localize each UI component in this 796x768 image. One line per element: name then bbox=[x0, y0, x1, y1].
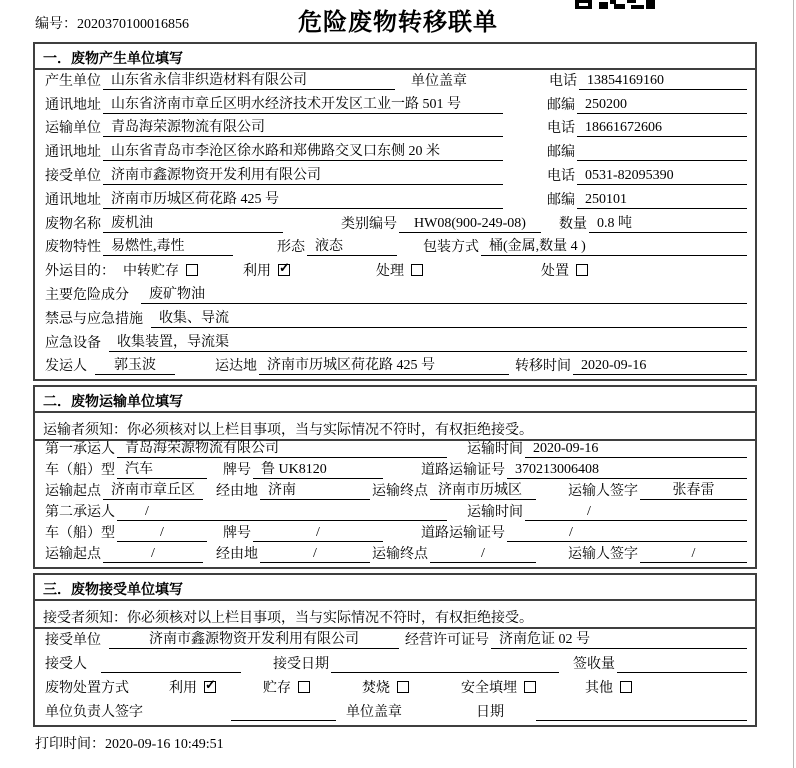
waste-name-label: 废物名称 bbox=[45, 216, 101, 232]
producer-zip-value: 250200 bbox=[577, 97, 747, 114]
end2-value: / bbox=[430, 546, 536, 563]
transport-time1-value: 2020-09-16 bbox=[525, 441, 747, 458]
first-carrier-label: 第一承运人 bbox=[45, 442, 115, 458]
producer-phone-label: 电话 bbox=[549, 73, 577, 89]
receiver-phone-label: 电话 bbox=[547, 168, 575, 184]
transporter-address-row bbox=[35, 141, 755, 165]
received-amount-value bbox=[617, 656, 747, 673]
transporter-unit-value: 青岛海荣源物流有限公司 bbox=[103, 116, 503, 137]
carrier-sign1-value: 张春雷 bbox=[640, 479, 747, 500]
producer-unit-label: 产生单位 bbox=[45, 73, 101, 89]
disposal-landfill-label: 安全填埋 bbox=[461, 681, 517, 697]
receiver-zip-value: 250101 bbox=[577, 192, 747, 209]
second-carrier-label: 第二承运人 bbox=[45, 505, 115, 521]
accepting-unit-value: 济南市鑫源物资开发利用有限公司 bbox=[109, 628, 399, 649]
receiver-notice-row bbox=[35, 601, 755, 629]
end1-value: 济南市历城区 bbox=[430, 479, 536, 500]
producer-address-row bbox=[35, 94, 755, 118]
via1-label: 经由地 bbox=[216, 484, 258, 500]
transfer-time-label: 转移时间 bbox=[515, 359, 571, 375]
license-value: 济南危证 02 号 bbox=[491, 628, 747, 649]
origin1-value: 济南市章丘区 bbox=[103, 479, 203, 500]
disposal-option-landfill bbox=[461, 677, 536, 697]
transporter-zip-value bbox=[577, 144, 747, 161]
transporter-unit-row bbox=[35, 118, 755, 142]
purpose-treat-label: 处理 bbox=[376, 264, 404, 280]
purpose-option-transfer-storage bbox=[123, 260, 198, 280]
license-label: 经营许可证号 bbox=[405, 633, 489, 649]
disposal-method-label: 废物处置方式 bbox=[45, 681, 129, 697]
serial-label: 编号： bbox=[35, 17, 77, 32]
transport-time2-label: 运输时间 bbox=[467, 505, 523, 521]
road-permit1-value: 370213006408 bbox=[507, 462, 747, 479]
acceptor-value bbox=[101, 656, 241, 673]
disposal-utilize-label: 利用 bbox=[169, 681, 197, 697]
producer-phone-value: 13854169160 bbox=[579, 73, 747, 90]
responsible-sign-value bbox=[231, 704, 336, 721]
disposal-storage-checkbox bbox=[298, 681, 310, 693]
via2-label: 经由地 bbox=[216, 547, 258, 563]
second-carrier-value: / bbox=[117, 504, 447, 521]
main-hazard-label: 主要危险成分 bbox=[45, 287, 129, 303]
section-transporter-header: 二．废物运输单位填写 bbox=[35, 387, 755, 413]
end2-label: 运输终点 bbox=[372, 547, 428, 563]
serial-number: 2020370100016856 bbox=[77, 17, 189, 32]
section-producer bbox=[33, 42, 757, 381]
receiver-seal-label: 单位盖章 bbox=[346, 705, 402, 721]
plate1-value: 鲁 UK8120 bbox=[253, 458, 383, 479]
vehicle-type2-value: / bbox=[117, 525, 207, 542]
waste-property-row bbox=[35, 237, 755, 261]
producer-unit-row bbox=[35, 70, 755, 94]
vehicle-type1-value: 汽车 bbox=[117, 458, 207, 479]
via2-value: / bbox=[260, 546, 370, 563]
emergency-measures-row bbox=[35, 308, 755, 332]
emergency-equipment-row bbox=[35, 332, 755, 356]
quantity-value: 0.8 吨 bbox=[589, 212, 747, 233]
receiver-address-label: 通讯地址 bbox=[45, 192, 101, 208]
shipper-label: 发运人 bbox=[45, 359, 87, 375]
producer-zip-label: 邮编 bbox=[547, 97, 575, 113]
date-label: 日期 bbox=[476, 705, 504, 721]
category-code-label: 类别编号 bbox=[341, 216, 397, 232]
road-permit1-label: 道路运输证号 bbox=[421, 463, 505, 479]
purpose-dispose-label: 处置 bbox=[541, 264, 569, 280]
form-state-label: 形态 bbox=[277, 240, 305, 256]
qr-code-fragment bbox=[575, 0, 655, 9]
disposal-utilize-checkbox bbox=[204, 681, 216, 693]
first-carrier-value: 青岛海荣源物流有限公司 bbox=[117, 437, 447, 458]
transporter-phone-label: 电话 bbox=[547, 121, 575, 137]
transporter-address-value: 山东省青岛市李沧区徐水路和郑佛路交叉口东侧 20 米 bbox=[103, 140, 503, 161]
packaging-value: 桶(金属,数量 4 ) bbox=[481, 235, 747, 256]
purpose-treat-checkbox bbox=[411, 264, 423, 276]
origin2-label: 运输起点 bbox=[45, 547, 101, 563]
quantity-label: 数量 bbox=[559, 216, 587, 232]
transfer-time-value: 2020-09-16 bbox=[573, 358, 747, 375]
carrier-sign2-value: / bbox=[640, 546, 747, 563]
print-time-label: 打印时间： bbox=[35, 737, 105, 753]
packaging-label: 包装方式 bbox=[423, 240, 479, 256]
form-header bbox=[0, 0, 796, 42]
disposal-option-incinerate bbox=[362, 677, 409, 697]
shipper-row bbox=[35, 356, 755, 380]
via1-value: 济南 bbox=[260, 479, 370, 500]
receiver-notice-text: 接受者须知：你必须核对以上栏目事项，当与实际情况不符时，有权拒绝接受。 bbox=[43, 611, 533, 627]
date-value bbox=[536, 704, 747, 721]
producer-unit-value: 山东省永信非织造材料有限公司 bbox=[103, 69, 395, 90]
waste-name-row bbox=[35, 213, 755, 237]
page-edge-line bbox=[793, 0, 794, 768]
disposal-incinerate-label: 焚烧 bbox=[362, 681, 390, 697]
section-receiver bbox=[33, 573, 757, 727]
waste-name-value: 废机油 bbox=[103, 212, 283, 233]
purpose-utilize-label: 利用 bbox=[243, 264, 271, 280]
plate1-label: 牌号 bbox=[223, 463, 251, 479]
disposal-option-other bbox=[585, 677, 632, 697]
disposal-other-label: 其他 bbox=[585, 681, 613, 697]
print-time-value: 2020-09-16 10:49:51 bbox=[105, 737, 224, 753]
transporter-zip-label: 邮编 bbox=[547, 145, 575, 161]
purpose-dispose-checkbox bbox=[576, 264, 588, 276]
purpose-option-dispose bbox=[541, 260, 588, 280]
transport-time1-label: 运输时间 bbox=[467, 442, 523, 458]
purpose-utilize-checkbox bbox=[278, 264, 290, 276]
destination-label: 运达地 bbox=[215, 359, 257, 375]
emergency-equipment-value: 收集装置，导流渠 bbox=[109, 331, 747, 352]
print-time-line bbox=[35, 733, 796, 753]
accepting-unit-label: 接受单位 bbox=[45, 633, 101, 649]
route2-row bbox=[35, 546, 755, 567]
section-transporter bbox=[33, 385, 757, 569]
carrier-sign2-label: 运输人签字 bbox=[568, 547, 638, 563]
waste-property-label: 废物特性 bbox=[45, 240, 101, 256]
second-carrier-row bbox=[35, 504, 755, 525]
receiver-unit-value: 济南市鑫源物资开发利用有限公司 bbox=[103, 164, 503, 185]
producer-address-label: 通讯地址 bbox=[45, 97, 101, 113]
main-hazard-value: 废矿物油 bbox=[141, 283, 747, 304]
transporter-notice-text: 运输者须知：你必须核对以上栏目事项，当与实际情况不符时，有权拒绝接受。 bbox=[43, 423, 533, 439]
form-state-value: 液态 bbox=[307, 235, 397, 256]
plate2-value: / bbox=[253, 525, 383, 542]
transfer-purpose-row bbox=[35, 260, 755, 284]
purpose-option-treat bbox=[376, 260, 423, 280]
transfer-purpose-label: 外运目的： bbox=[45, 264, 115, 280]
transporter-address-label: 通讯地址 bbox=[45, 145, 101, 161]
emergency-measures-value: 收集、导流 bbox=[151, 307, 747, 328]
page-title: 危险废物转移联单 bbox=[298, 10, 498, 36]
section-receiver-header: 三．废物接受单位填写 bbox=[35, 575, 755, 601]
receiver-unit-row bbox=[35, 165, 755, 189]
road-permit2-label: 道路运输证号 bbox=[421, 526, 505, 542]
receiver-zip-label: 邮编 bbox=[547, 192, 575, 208]
transport-time2-value: / bbox=[525, 504, 747, 521]
purpose-option-utilize bbox=[243, 260, 290, 280]
category-code-value: HW08(900-249-08) bbox=[399, 216, 541, 233]
responsible-sign-row bbox=[35, 701, 755, 725]
waste-property-value: 易燃性,毒性 bbox=[103, 235, 233, 256]
producer-address-value: 山东省济南市章丘区明水经济技术开发区工业一路 501 号 bbox=[103, 93, 503, 114]
emergency-equipment-label: 应急设备 bbox=[45, 335, 101, 351]
plate2-label: 牌号 bbox=[223, 526, 251, 542]
accept-date-label: 接受日期 bbox=[273, 657, 329, 673]
origin2-value: / bbox=[103, 546, 203, 563]
accepting-unit-row bbox=[35, 629, 755, 653]
main-hazard-row bbox=[35, 284, 755, 308]
route1-row bbox=[35, 483, 755, 504]
origin1-label: 运输起点 bbox=[45, 484, 101, 500]
receiver-address-value: 济南市历城区荷花路 425 号 bbox=[103, 188, 503, 209]
disposal-other-checkbox bbox=[620, 681, 632, 693]
responsible-sign-label: 单位负责人签字 bbox=[45, 705, 143, 721]
transporter-unit-label: 运输单位 bbox=[45, 121, 101, 137]
destination-value: 济南市历城区荷花路 425 号 bbox=[259, 354, 509, 375]
acceptor-label: 接受人 bbox=[45, 657, 87, 673]
vehicle-type2-label: 车（船）型 bbox=[45, 526, 115, 542]
accept-date-value bbox=[331, 656, 559, 673]
vehicle-type1-label: 车（船）型 bbox=[45, 463, 115, 479]
transporter-phone-value: 18661672606 bbox=[577, 120, 747, 137]
receiver-address-row bbox=[35, 189, 755, 213]
purpose-transfer-storage-checkbox bbox=[186, 264, 198, 276]
received-amount-label: 签收量 bbox=[573, 657, 615, 673]
section-producer-header: 一．废物产生单位填写 bbox=[35, 44, 755, 70]
disposal-storage-label: 贮存 bbox=[263, 681, 291, 697]
purpose-transfer-storage-label: 中转贮存 bbox=[123, 264, 179, 280]
road-permit2-value: / bbox=[507, 525, 747, 542]
end1-label: 运输终点 bbox=[372, 484, 428, 500]
shipper-value: 郭玉波 bbox=[95, 354, 175, 375]
disposal-option-utilize bbox=[169, 677, 216, 697]
carrier-sign1-label: 运输人签字 bbox=[568, 484, 638, 500]
disposal-landfill-checkbox bbox=[524, 681, 536, 693]
disposal-method-row bbox=[35, 677, 755, 701]
emergency-measures-label: 禁忌与应急措施 bbox=[45, 311, 143, 327]
unit-seal-label: 单位盖章 bbox=[411, 73, 467, 89]
receiver-unit-label: 接受单位 bbox=[45, 168, 101, 184]
receiver-phone-value: 0531-82095390 bbox=[577, 168, 747, 185]
acceptor-row bbox=[35, 653, 755, 677]
disposal-incinerate-checkbox bbox=[397, 681, 409, 693]
disposal-option-storage bbox=[263, 677, 310, 697]
